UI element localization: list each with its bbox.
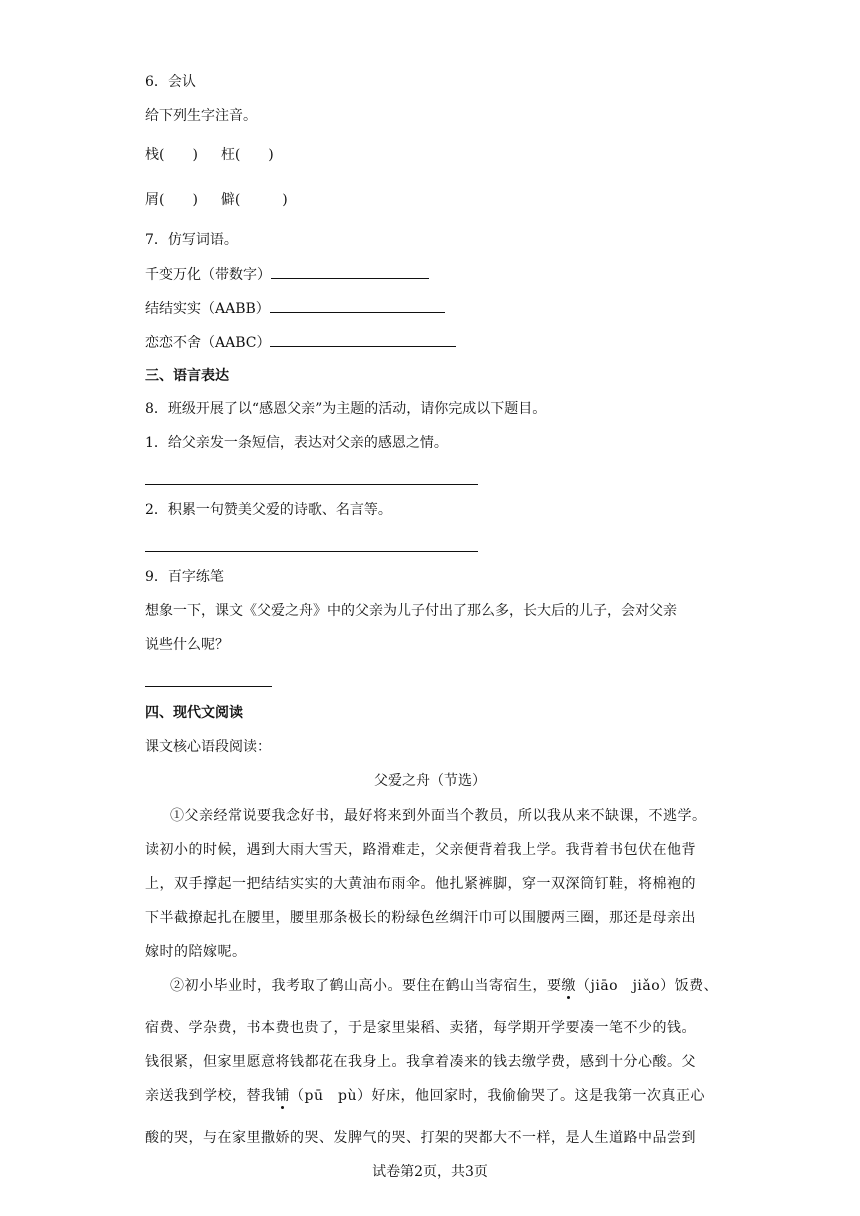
q8-title: 8．班级开展了以“感恩父亲”为主题的活动，请你完成以下题目。: [145, 401, 547, 417]
q6-char-3: 屑: [145, 192, 159, 208]
q8-sub1: 1．给父亲发一条短信，表达对父亲的感恩之情。: [145, 435, 448, 451]
q6-title: 6．会认: [145, 74, 196, 90]
page-footer: 试卷第2页，共3页: [372, 1164, 488, 1180]
q9-title: 9．百字练笔: [145, 569, 224, 585]
q9-answer-line[interactable]: [145, 686, 272, 687]
reading-p2-line-4: [145, 1086, 715, 1106]
q7-item-2: [145, 298, 445, 319]
q6-char-1: 栈: [145, 147, 159, 163]
section-4-heading: 四、现代文阅读: [145, 705, 243, 721]
q6-row-2: [145, 190, 288, 210]
q8-sub2: 2．积累一句赞美父爱的诗歌、名言等。: [145, 502, 392, 518]
reading-p2-line-4-a: 亲送我到学校，替我: [145, 1088, 276, 1104]
q6-char-2: 枉: [220, 147, 235, 163]
reading-p1-line-2: 读初小的时候，遇到大雨大雪天，路滑难走，父亲便背着我上学。我背着书包伏在他背: [145, 842, 696, 858]
q6-row-1: [145, 145, 274, 165]
q6-char-4: 僻: [220, 192, 235, 208]
reading-title: 父爱之舟（节选）: [374, 773, 486, 789]
q7-answer-blank-1[interactable]: [271, 264, 429, 279]
q7-item-3: [145, 332, 456, 353]
reading-p1-line-5: 嫁时的陪嫁呢。: [145, 944, 247, 960]
reading-p2-line-5: 酸的哭，与在家里撒娇的哭、发脾气的哭、打架的哭都大不一样，是人生道路中品尝到: [145, 1130, 696, 1146]
q6-pinyin-blank-4[interactable]: ( ): [234, 192, 288, 208]
reading-p2-line-2: 宿费、学杂费，书本费也贵了，于是家里粜稻、卖猪，每学期开学要凑一笔不少的钱。: [145, 1020, 696, 1036]
q7-item-1-label: 千变万化（带数字）: [145, 267, 271, 283]
q7-title: 7．仿写词语。: [145, 232, 238, 248]
q6-pinyin-blank-3[interactable]: ( ): [159, 192, 198, 208]
dotted-char-jiao: 缴: [561, 978, 576, 994]
q7-answer-blank-3[interactable]: [270, 332, 456, 347]
q9-text-line-2: 说些什么呢？: [145, 637, 229, 653]
reading-p2-line-1-b: （jiāo jiǎo）饭费、: [576, 978, 719, 994]
q7-answer-blank-2[interactable]: [270, 298, 445, 313]
reading-p1-line-4: 下半截撩起扎在腰里，腰里那条极长的粉绿色丝绸汗巾可以围腰两三圈，那还是母亲出: [145, 910, 696, 926]
section-3-heading: 三、语言表达: [145, 368, 229, 384]
reading-p1-line-3: 上，双手撑起一把结结实实的大黄油布雨伞。他扎紧裤脚，穿一双深筒钉鞋，将棉袍的: [145, 876, 696, 892]
q8-sub2-answer-line[interactable]: [145, 551, 478, 552]
reading-intro: 课文核心语段阅读：: [145, 739, 271, 755]
reading-p1-line-1: ①父亲经常说要我念好书，最好将来到外面当个教员，所以我从来不缺课，不逃学。: [170, 808, 707, 824]
q6-pinyin-blank-2[interactable]: ( ): [234, 147, 274, 163]
q7-item-1: [145, 264, 429, 285]
q6-instruction: 给下列生字注音。: [145, 108, 257, 124]
q6-pinyin-blank-1[interactable]: ( ): [159, 147, 198, 163]
reading-p2-line-3: 钱很紧，但家里愿意将钱都花在我身上。我拿着凑来的钱去缴学费，感到十分心酸。父: [145, 1054, 696, 1070]
reading-p2-line-4-b: （pū pù）好床，他回家时，我偷偷哭了。这是我第一次真正心: [290, 1088, 705, 1104]
reading-p2-line-1: [170, 976, 719, 996]
q9-text-line-1: 想象一下，课文《父爱之舟》中的父亲为儿子付出了那么多，长大后的儿子，会对父亲: [145, 603, 677, 619]
dotted-char-pu: 铺: [275, 1088, 290, 1104]
reading-p2-line-1-a: ②初小毕业时，我考取了鹤山高小。要住在鹤山当寄宿生，要: [170, 978, 562, 994]
q7-item-2-label: 结结实实（AABB）: [145, 301, 270, 317]
q8-sub1-answer-line[interactable]: [145, 484, 478, 485]
q7-item-3-label: 恋恋不舍（AABC）: [145, 335, 271, 351]
